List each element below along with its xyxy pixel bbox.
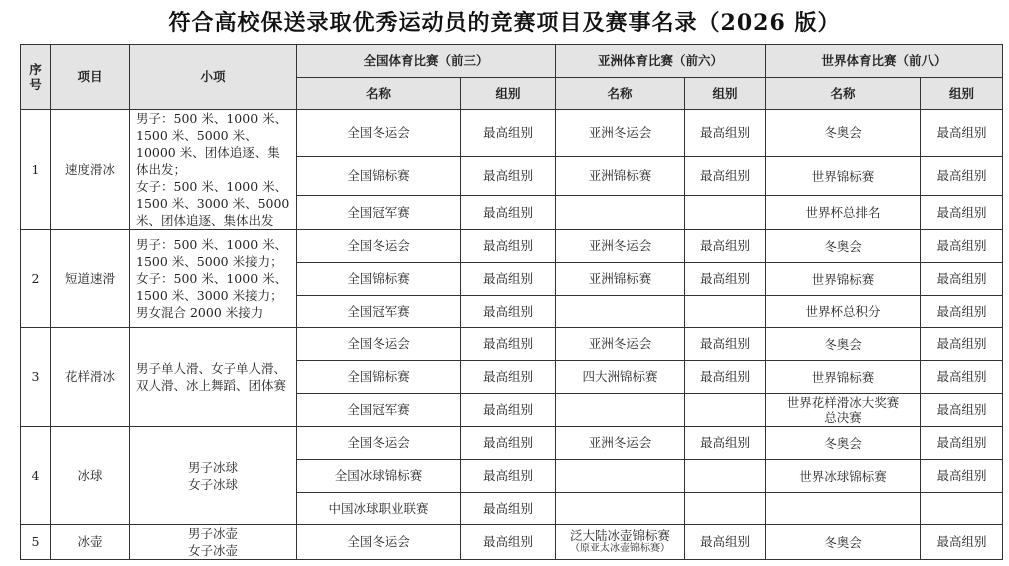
national-event-group: 最高组别 <box>461 394 556 427</box>
asia-event-name <box>556 525 685 560</box>
asia-event-group <box>685 394 766 427</box>
national-event-group: 最高组别 <box>461 361 556 394</box>
world-event-group <box>921 493 1003 525</box>
asia-event-name-text: 泛大陆冰壶锦标赛 <box>569 528 670 543</box>
table-row <box>21 230 1003 263</box>
national-event-name: 全国锦标赛 <box>297 361 461 394</box>
asia-event-name: 亚洲锦标赛 <box>556 263 685 296</box>
asia-event-group: 最高组别 <box>685 427 766 460</box>
asia-event-name <box>556 196 685 230</box>
competition-table <box>20 44 1003 560</box>
row-index: 5 <box>21 525 51 560</box>
national-event-group: 最高组别 <box>461 196 556 230</box>
header-asia-name: 名称 <box>556 78 685 110</box>
header-world-group: 组别 <box>921 78 1003 110</box>
national-event-group: 最高组别 <box>461 525 556 560</box>
national-event-group: 最高组别 <box>461 427 556 460</box>
world-event-group: 最高组别 <box>921 263 1003 296</box>
row-index: 3 <box>21 328 51 427</box>
world-event-group: 最高组别 <box>921 328 1003 361</box>
national-event-name: 全国冬运会 <box>297 525 461 560</box>
world-event-name: 世界锦标赛 <box>766 156 921 196</box>
asia-event-name: 亚洲冬运会 <box>556 328 685 361</box>
asia-event-name: 亚洲冬运会 <box>556 230 685 263</box>
table-body <box>21 110 1003 560</box>
world-event-name: 冬奥会 <box>766 427 921 460</box>
world-event-name: 世界冰球锦标赛 <box>766 460 921 493</box>
world-event-group: 最高组别 <box>921 296 1003 328</box>
header-national: 全国体育比赛（前三） <box>297 45 556 78</box>
subitems: 男子：500 米、1000 米、1500 米、5000 米接力； 女子：500 米、1000 米、1500 米、3000 米接力； 男女混合 2000 米接力 <box>130 230 297 328</box>
world-event-group: 最高组别 <box>921 361 1003 394</box>
national-event-group: 最高组别 <box>461 230 556 263</box>
world-event-group: 最高组别 <box>921 427 1003 460</box>
national-event-group: 最高组别 <box>461 296 556 328</box>
asia-event-name: 亚洲锦标赛 <box>556 156 685 196</box>
header-index-label: 序号 <box>29 62 42 92</box>
world-event-name: 世界锦标赛 <box>766 263 921 296</box>
header-world: 世界体育比赛（前八） <box>766 45 1003 78</box>
asia-event-group: 最高组别 <box>685 328 766 361</box>
row-index: 4 <box>21 427 51 525</box>
asia-event-name: 亚洲冬运会 <box>556 427 685 460</box>
subitems: 男子冰球 女子冰球 <box>130 427 297 525</box>
row-index: 1 <box>21 110 51 230</box>
header-index <box>21 45 51 110</box>
asia-event-group <box>685 460 766 493</box>
project-name: 冰球 <box>51 427 130 525</box>
asia-event-group: 最高组别 <box>685 263 766 296</box>
asia-event-name <box>556 394 685 427</box>
world-event-group: 最高组别 <box>921 110 1003 157</box>
asia-event-name <box>556 493 685 525</box>
national-event-group: 最高组别 <box>461 156 556 196</box>
world-event-group: 最高组别 <box>921 460 1003 493</box>
header-subitems: 小项 <box>130 45 297 110</box>
national-event-name: 中国冰球职业联赛 <box>297 493 461 525</box>
national-event-name: 全国锦标赛 <box>297 156 461 196</box>
header-asia: 亚洲体育比赛（前六） <box>556 45 766 78</box>
project-name: 冰壶 <box>51 525 130 560</box>
asia-event-group <box>685 493 766 525</box>
national-event-group: 最高组别 <box>461 493 556 525</box>
asia-event-group <box>685 196 766 230</box>
project-name: 花样滑冰 <box>51 328 130 427</box>
national-event-name: 全国冠军赛 <box>297 196 461 230</box>
world-event-name <box>766 493 921 525</box>
table-row <box>21 328 1003 361</box>
world-event-name: 冬奥会 <box>766 230 921 263</box>
table-row <box>21 427 1003 460</box>
world-event-group: 最高组别 <box>921 394 1003 427</box>
asia-event-group <box>685 296 766 328</box>
project-name: 短道速滑 <box>51 230 130 328</box>
asia-event-group: 最高组别 <box>685 525 766 560</box>
national-event-name: 全国冬运会 <box>297 427 461 460</box>
world-event-name: 世界锦标赛 <box>766 361 921 394</box>
asia-event-group: 最高组别 <box>685 361 766 394</box>
table-row <box>21 110 1003 157</box>
national-event-group: 最高组别 <box>461 110 556 157</box>
national-event-group: 最高组别 <box>461 328 556 361</box>
world-event-group: 最高组别 <box>921 196 1003 230</box>
world-event-name: 世界杯总排名 <box>766 196 921 230</box>
project-name: 速度滑冰 <box>51 110 130 230</box>
world-event-name: 冬奥会 <box>766 328 921 361</box>
subitems: 男子：500 米、1000 米、1500 米、5000 米、10000 米、团体追逐、集体出发； 女子：500 米、1000 米、1500 米、3000 米、5000 米、团体追逐、集体出发 <box>130 110 297 230</box>
world-event-name: 世界杯总积分 <box>766 296 921 328</box>
asia-event-note: （原亚太冰壶锦标赛） <box>570 543 670 554</box>
world-event-group: 最高组别 <box>921 230 1003 263</box>
national-event-name: 全国锦标赛 <box>297 263 461 296</box>
world-event-name: 冬奥会 <box>766 110 921 157</box>
subitems: 男子冰壶 女子冰壶 <box>130 525 297 560</box>
subitems: 男子单人滑、女子单人滑、双人滑、冰上舞蹈、团体赛 <box>130 328 297 427</box>
national-event-name: 全国冰球锦标赛 <box>297 460 461 493</box>
header-asia-group: 组别 <box>685 78 766 110</box>
header-national-group: 组别 <box>461 78 556 110</box>
national-event-name: 全国冬运会 <box>297 110 461 157</box>
asia-event-name: 亚洲冬运会 <box>556 110 685 157</box>
national-event-group: 最高组别 <box>461 460 556 493</box>
asia-event-name <box>556 296 685 328</box>
table-row <box>21 525 1003 560</box>
national-event-name: 全国冬运会 <box>297 328 461 361</box>
national-event-name: 全国冠军赛 <box>297 296 461 328</box>
asia-event-group: 最高组别 <box>685 230 766 263</box>
world-event-group: 最高组别 <box>921 525 1003 560</box>
national-event-group: 最高组别 <box>461 263 556 296</box>
header-project: 项目 <box>51 45 130 110</box>
world-event-group: 最高组别 <box>921 156 1003 196</box>
row-index: 2 <box>21 230 51 328</box>
national-event-name: 全国冬运会 <box>297 230 461 263</box>
world-event-name: 冬奥会 <box>766 525 921 560</box>
asia-event-name: 四大洲锦标赛 <box>556 361 685 394</box>
asia-event-group: 最高组别 <box>685 156 766 196</box>
header-national-name: 名称 <box>297 78 461 110</box>
page-title: 符合高校保送录取优秀运动员的竞赛项目及赛事名录（2026 版） <box>168 10 841 36</box>
asia-event-name <box>556 460 685 493</box>
header-world-name: 名称 <box>766 78 921 110</box>
national-event-name: 全国冠军赛 <box>297 394 461 427</box>
asia-event-group: 最高组别 <box>685 110 766 157</box>
world-event-name: 世界花样滑冰大奖赛 总决赛 <box>766 394 921 427</box>
